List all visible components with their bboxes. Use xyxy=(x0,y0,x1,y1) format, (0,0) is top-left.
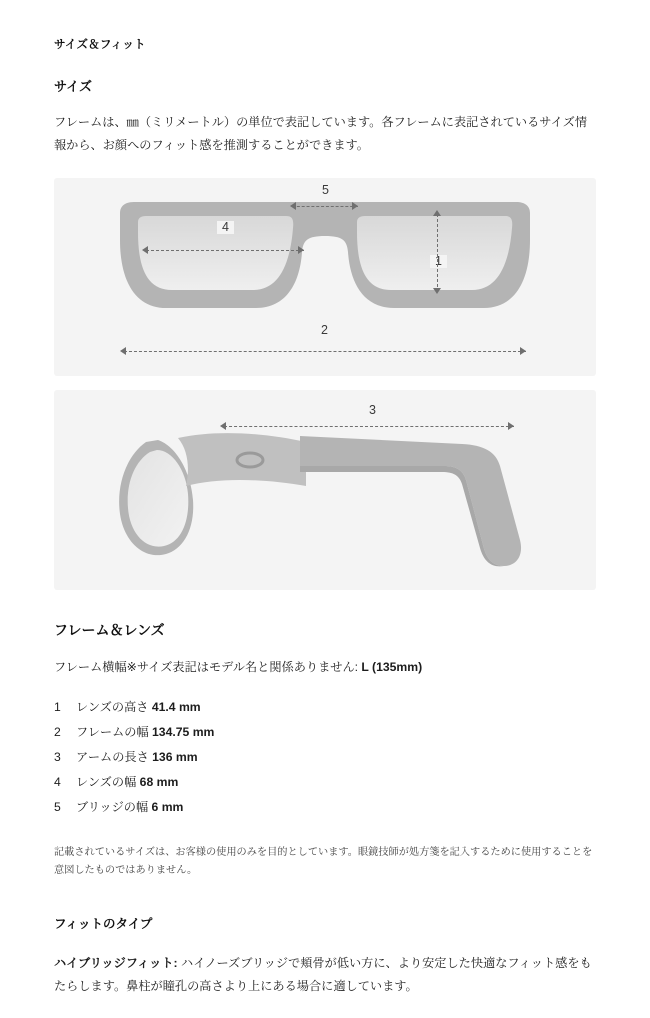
lens-height-arrow-down xyxy=(433,288,441,294)
front-view-diagram xyxy=(54,178,596,376)
arm-length-arrow-left xyxy=(220,422,226,430)
list-item xyxy=(54,770,596,795)
frame-width-note-prefix: フレーム横幅※サイズ表記はモデル名と関係ありません: xyxy=(54,660,362,675)
fit-type-heading: フィットのタイプ xyxy=(54,916,153,931)
arm-length-measure-line xyxy=(224,426,514,427)
list-item xyxy=(54,745,596,770)
size-paragraph: フレームは、㎜（ミリメートル）の単位で表記しています。各フレームに表記されているサイズ情報から、お顔へのフィット感を推測することができます。 xyxy=(54,115,588,152)
fit-type-description xyxy=(54,952,596,998)
spec-label: ブリッジの幅 xyxy=(76,800,149,815)
spec-label: アームの長さ xyxy=(76,750,149,765)
bridge-measure-line xyxy=(292,206,358,207)
spec-value: 6 mm xyxy=(151,800,184,815)
sunglasses-side-illustration xyxy=(54,390,596,590)
side-view-diagram xyxy=(54,390,596,590)
spec-value: 136 mm xyxy=(152,750,198,765)
spec-label: レンズの高さ xyxy=(76,700,149,715)
lens-height-measure-line xyxy=(437,214,438,292)
dim-label-lens-height: 1 xyxy=(430,255,447,268)
list-item xyxy=(54,720,596,745)
spec-index: 1 xyxy=(54,700,61,715)
frame-width-arrow-right xyxy=(520,347,526,355)
spec-list xyxy=(54,695,596,820)
bridge-arrow-left xyxy=(290,202,296,210)
size-disclaimer: 記載されているサイズは、お客様の使用のみを目的としています。眼鏡技師が処方箋を記入するために使用することを意図したものではありません。 xyxy=(54,847,593,877)
frame-width-measure-line xyxy=(124,351,526,352)
spec-index: 5 xyxy=(54,800,61,815)
arm-length-arrow-right xyxy=(508,422,514,430)
frame-lens-heading: フレーム＆レンズ xyxy=(54,622,165,639)
lens-width-measure-line xyxy=(146,250,304,251)
spec-index: 2 xyxy=(54,725,61,740)
lens-width-arrow-right xyxy=(298,246,304,254)
frame-width-note-value: L (135mm) xyxy=(361,660,423,675)
list-item xyxy=(54,795,596,820)
spec-value: 68 mm xyxy=(139,775,179,790)
size-heading: サイズ xyxy=(54,79,92,94)
dim-label-lens-width: 4 xyxy=(217,221,234,234)
spec-label: レンズの幅 xyxy=(76,775,137,790)
dim-label-bridge: 5 xyxy=(317,184,334,197)
spec-index: 3 xyxy=(54,750,61,765)
lens-width-arrow-left xyxy=(142,246,148,254)
spec-label: フレームの幅 xyxy=(76,725,149,740)
page-title: サイズ＆フィット xyxy=(54,39,146,51)
spec-index: 4 xyxy=(54,775,61,790)
bridge-arrow-right xyxy=(352,202,358,210)
spec-value: 134.75 mm xyxy=(152,725,215,740)
fit-type-label: ハイブリッジフィット: xyxy=(54,955,178,970)
fit-type-text: ハイノーズブリッジで頬骨が低い方に、より安定した快適なフィット感をもたらします。鼻柱が瞳孔の高さより上にある場合に適しています。 xyxy=(54,955,592,994)
sunglasses-front-illustration xyxy=(54,178,596,376)
dim-label-arm-length: 3 xyxy=(364,404,381,417)
list-item xyxy=(54,695,596,720)
dim-label-frame-width: 2 xyxy=(316,324,333,337)
frame-width-note xyxy=(54,658,596,675)
frame-width-arrow-left xyxy=(120,347,126,355)
lens-height-arrow-up xyxy=(433,210,441,216)
spec-value: 41.4 mm xyxy=(151,700,201,715)
